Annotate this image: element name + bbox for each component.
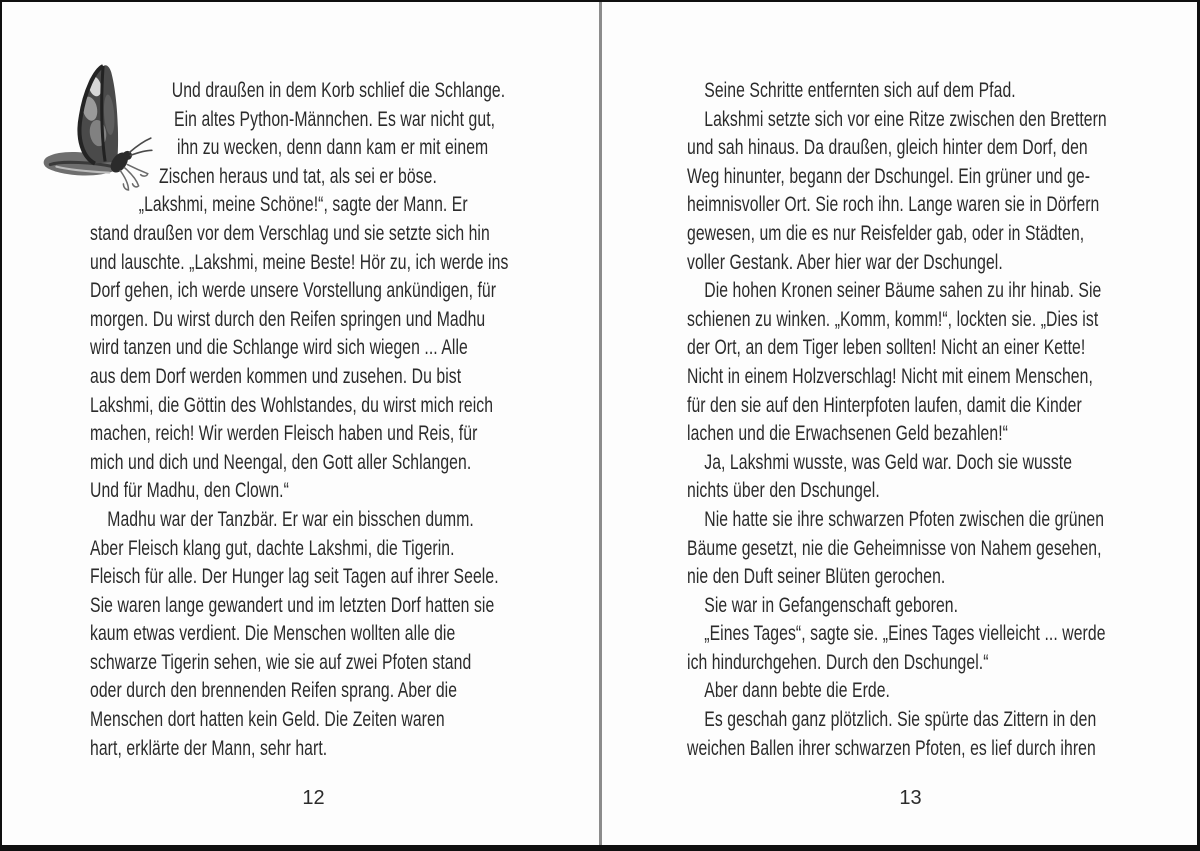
text-line: Fleisch für alle. Der Hunger lag seit Tagen auf ihrer Seele.	[90, 565, 499, 589]
text-line: Ja, Lakshmi wusste, was Geld war. Doch sie wusste	[704, 450, 1073, 474]
text-line: nichts über den Dschungel.	[687, 479, 880, 503]
text-line: schwarze Tigerin sehen, wie sie auf zwei Pfoten stand	[90, 650, 472, 674]
page-right	[602, 2, 1199, 845]
text-line: der Ort, an dem Tiger leben sollten! Nicht an einer Kette!	[687, 336, 1086, 360]
text-line: ich hindurchgehen. Durch den Dschungel.“	[687, 650, 989, 674]
page-number-left: 12	[302, 787, 325, 809]
page-left-lines	[90, 77, 508, 763]
text-line: Und für Madhu, den Clown.“	[90, 479, 289, 503]
text-line: Nie hatte sie ihre schwarzen Pfoten zwischen die grünen	[704, 507, 1105, 531]
text-line: Aber Fleisch klang gut, dachte Lakshmi, die Tigerin.	[90, 536, 455, 560]
text-line: morgen. Du wirst durch den Reifen springen und Madhu	[90, 307, 486, 331]
text-line: Weg hinunter, begann der Dschungel. Ein grüner und ge-	[687, 164, 1091, 188]
text-line: Zischen heraus und tat, als sei er böse.	[159, 164, 437, 188]
text-line: schienen zu winken. „Komm, komm!“, lockten sie. „Dies ist	[687, 307, 1099, 331]
text-line: und lauschte. „Lakshmi, meine Beste! Hör zu, ich werde ins	[90, 250, 509, 274]
text-line: aus dem Dorf werden kommen und zusehen. Du bist	[90, 364, 462, 388]
text-line: hart, erklärte der Mann, sehr hart.	[90, 736, 328, 760]
page-right-text	[687, 77, 1200, 763]
text-line: ihn zu wecken, denn dann kam er mit einem	[177, 136, 489, 160]
text-line: lachen und die Erwachsenen Geld bezahlen!“	[687, 422, 1008, 446]
text-line: Dorf gehen, ich werde unsere Vorstellung ankündigen, für	[90, 279, 497, 303]
text-line: Ein altes Python-Männchen. Es war nicht gut,	[174, 107, 496, 131]
text-line: Madhu war der Tanzbär. Er war ein bisschen dumm.	[107, 507, 474, 531]
text-line: für den sie auf den Hinterpfoten laufen, damit die Kinder	[687, 393, 1082, 417]
page-left	[2, 2, 599, 845]
text-line: Seine Schritte entfernten sich auf dem Pfad.	[704, 79, 1016, 102]
page-right-lines	[687, 77, 1107, 763]
text-line: wird tanzen und die Schlange wird sich wiegen ... Alle	[90, 336, 468, 360]
text-line: stand draußen vor dem Verschlag und sie setzte sich hin	[90, 221, 490, 245]
text-line: Sie war in Gefangenschaft geboren.	[704, 593, 959, 617]
text-line: oder durch den brennenden Reifen sprang. Aber die	[90, 679, 458, 703]
text-line: Menschen dort hatten kein Geld. Die Zeiten waren	[90, 708, 445, 732]
text-line: Lakshmi setzte sich vor eine Ritze zwischen den Brettern	[704, 107, 1107, 131]
text-line: heimnisvoller Ort. Sie roch ihn. Lange waren sie in Dörfern	[687, 193, 1100, 217]
page-left-text	[90, 77, 648, 763]
text-line: „Lakshmi, meine Schöne!“, sagte der Mann. Er	[138, 193, 468, 217]
text-line: Die hohen Kronen seiner Bäume sahen zu ihr hinab. Sie	[704, 279, 1102, 303]
text-line: Bäume gesetzt, nie die Geheimnisse von Nahem gesehen,	[687, 536, 1102, 560]
text-line: Und draußen in dem Korb schlief die Schlange.	[171, 79, 506, 102]
text-line: weichen Ballen ihrer schwarzen Pfoten, es lief durch ihren	[687, 736, 1096, 760]
text-line: machen, reich! Wir werden Fleisch haben und Reis, für	[90, 422, 478, 446]
page-number-right: 13	[899, 787, 922, 809]
text-line: mich und dich und Neengal, den Gott aller Schlangen.	[90, 450, 472, 474]
text-line: Nicht in einem Holzverschlag! Nicht mit einem Menschen,	[687, 364, 1093, 388]
text-line: „Eines Tages“, sagte sie. „Eines Tages vielleicht ... werde	[704, 622, 1106, 646]
text-line: kaum etwas verdient. Die Menschen wollten alle die	[90, 622, 456, 646]
text-line: Aber dann bebte die Erde.	[704, 679, 891, 703]
text-line: und sah hinaus. Da draußen, gleich hinter dem Dorf, den	[687, 136, 1088, 160]
text-line: Es geschah ganz plötzlich. Sie spürte das Zittern in den	[704, 708, 1097, 732]
text-line: Sie waren lange gewandert und im letzten Dorf hatten sie	[90, 593, 495, 617]
text-line: nie den Duft seiner Blüten gerochen.	[687, 565, 946, 589]
text-line: voller Gestank. Aber hier war der Dschungel.	[687, 250, 1003, 274]
text-line: Lakshmi, die Göttin des Wohlstandes, du wirst mich reich	[90, 393, 494, 417]
text-line: gewesen, um die es nur Reisfelder gab, oder in Städten,	[687, 221, 1085, 245]
